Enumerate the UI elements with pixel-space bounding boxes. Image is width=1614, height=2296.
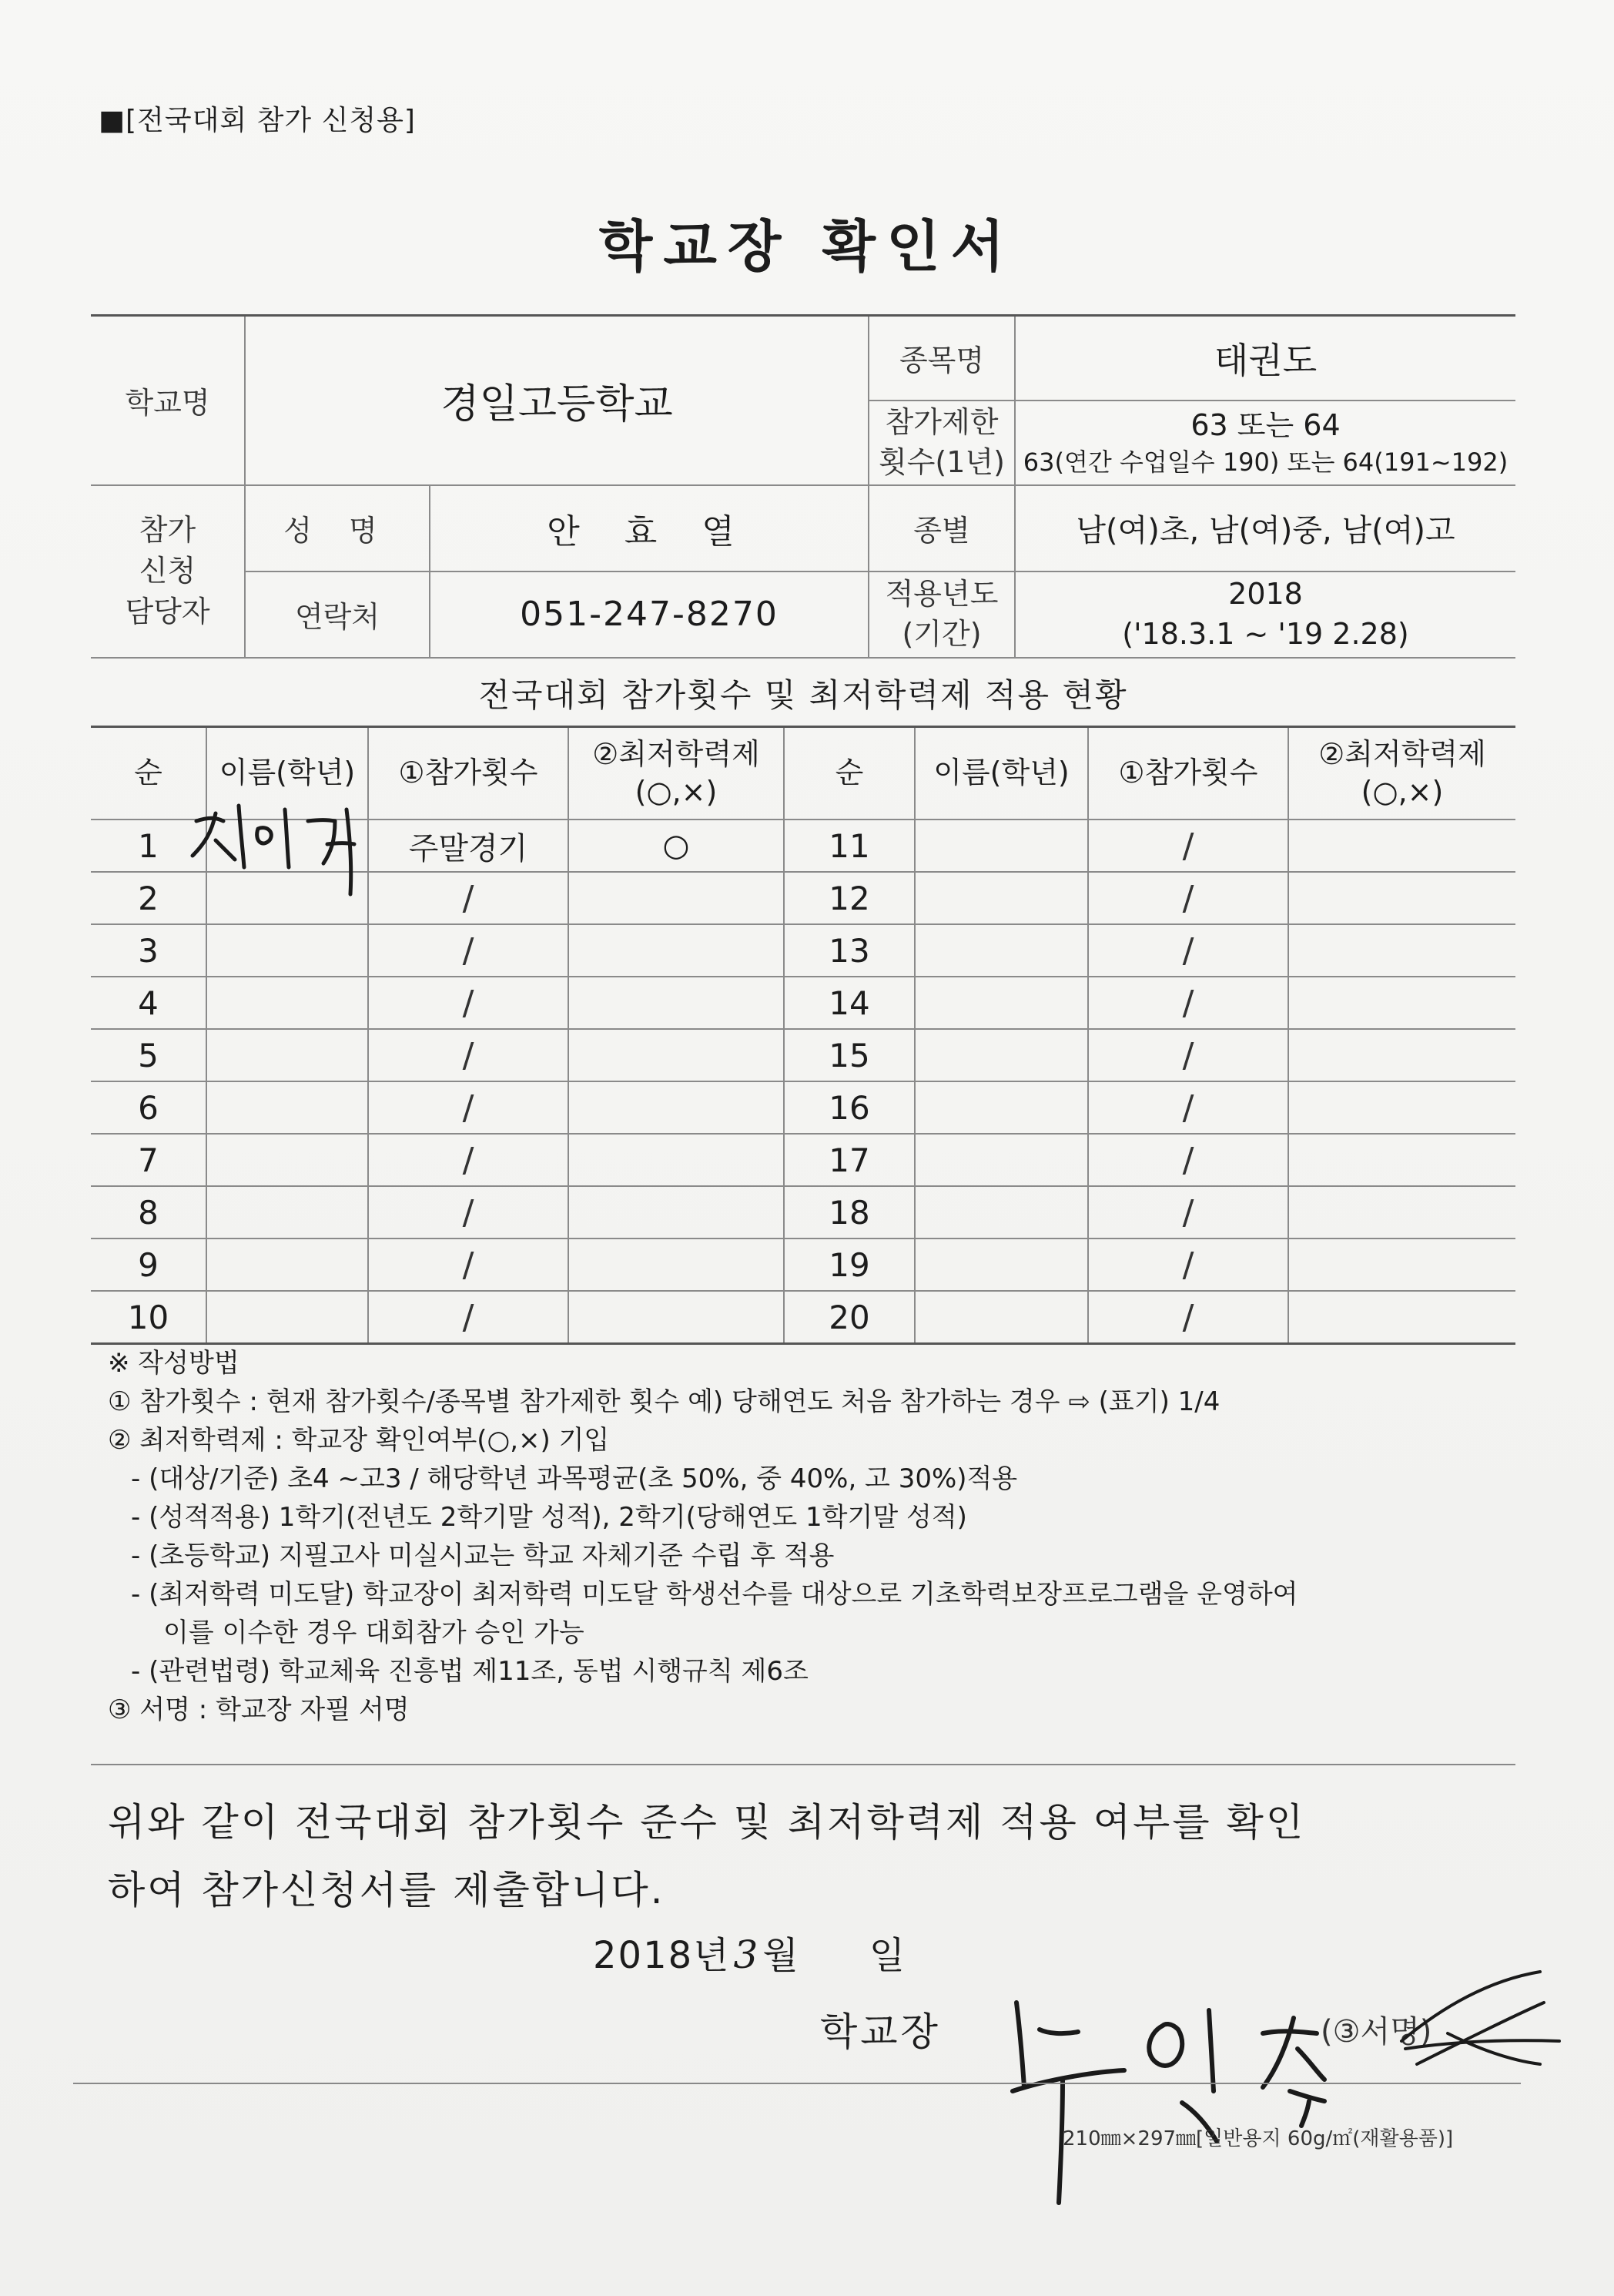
- row-count: /: [368, 1029, 568, 1081]
- row-no: 4: [91, 977, 206, 1029]
- date-month-handwritten: 3: [733, 1932, 760, 1977]
- header-name: 이름(학년): [206, 727, 368, 820]
- row-count: /: [368, 1186, 568, 1238]
- contact-group-label-line3: 담당자: [125, 595, 210, 629]
- row-name-2: [915, 977, 1088, 1029]
- row-no: 2: [91, 872, 206, 924]
- row-count-2: /: [1088, 924, 1288, 977]
- instruction-3: ③ 서명 : 학교장 자필 서명: [108, 1694, 410, 1725]
- row-name: [206, 924, 368, 977]
- row-name: [206, 1081, 368, 1134]
- row-academic: [568, 1134, 784, 1186]
- row-count: /: [368, 1081, 568, 1134]
- date-day-label: 일: [869, 1934, 907, 1977]
- limit-label-line2: 횟수(1년): [879, 444, 1005, 479]
- row-no-2: 15: [784, 1029, 915, 1081]
- date-line: [593, 1926, 906, 1979]
- table-body: [91, 820, 1515, 1344]
- phone-label: 연락처: [245, 571, 430, 658]
- row-no-2: 18: [784, 1186, 915, 1238]
- row-name: [206, 1134, 368, 1186]
- row-academic: [568, 1029, 784, 1081]
- row-no: 9: [91, 1238, 206, 1291]
- info-table: [91, 314, 1515, 659]
- instruction-2c: - (초등학교) 지필고사 미실시교는 학교 자체기준 수립 후 적용: [131, 1540, 835, 1571]
- header-academic-line2: (○,×): [635, 775, 718, 809]
- table-row: [91, 1238, 1515, 1291]
- row-count: 주말경기: [368, 820, 568, 872]
- row-academic-2: [1288, 924, 1515, 977]
- row-no-2: 17: [784, 1134, 915, 1186]
- table-row: [91, 977, 1515, 1029]
- limit-value: [1015, 401, 1515, 485]
- row-name: [206, 977, 368, 1029]
- row-name-2: [915, 1238, 1088, 1291]
- row-no: 6: [91, 1081, 206, 1134]
- row-academic-2: [1288, 1238, 1515, 1291]
- row-academic-2: [1288, 1291, 1515, 1344]
- header-count: ①참가횟수: [368, 727, 568, 820]
- row-no: 8: [91, 1186, 206, 1238]
- row-academic-2: [1288, 977, 1515, 1029]
- divider: [91, 1764, 1515, 1765]
- row-academic-2: [1288, 1029, 1515, 1081]
- row-no: 10: [91, 1291, 206, 1344]
- instruction-2d-cont: 이를 이수한 경우 대회참가 승인 가능: [163, 1617, 584, 1648]
- table-row: [91, 1029, 1515, 1081]
- year-label-line2: (기간): [902, 616, 982, 651]
- row-academic-2: [1288, 820, 1515, 872]
- row-academic-2: [1288, 1186, 1515, 1238]
- table-row: [91, 1291, 1515, 1344]
- year-value: [1015, 571, 1515, 658]
- contact-group-label-line1: 참가: [139, 512, 196, 547]
- row-count-2: /: [1088, 820, 1288, 872]
- category-label: 종별: [869, 485, 1015, 571]
- table-row: [91, 1134, 1515, 1186]
- name-value: 안 효 열: [430, 485, 869, 571]
- page-title: 학교장 확인서: [598, 214, 1016, 279]
- row-no-2: 20: [784, 1291, 915, 1344]
- school-label: 학교명: [91, 316, 245, 485]
- instruction-2a: - (대상/기준) 초4 ~고3 / 해당학년 과목평균(초 50%, 중 40%, 고 30%)적용: [131, 1463, 1018, 1494]
- instruction-1: ① 참가횟수 : 현재 참가횟수/종목별 참가제한 횟수 예) 당해연도 처음 참가하는 경우 ⇨ (표기) 1/4: [108, 1386, 1221, 1417]
- limit-value-line1: 63 또는 64: [1190, 408, 1341, 443]
- header-no: 순: [91, 727, 206, 820]
- instruction-2e: - (관련법령) 학교체육 진흥법 제11조, 동법 시행규칙 제6조: [131, 1656, 809, 1687]
- header-academic-2: [1288, 727, 1515, 820]
- row-academic: [568, 924, 784, 977]
- header-academic: [568, 727, 784, 820]
- instruction-2d: - (최저학력 미도달) 학교장이 최저학력 미도달 학생선수를 대상으로 기초학력보장프로그램을 운영하여: [131, 1579, 1298, 1610]
- row-no-2: 13: [784, 924, 915, 977]
- row-name-2: [915, 1186, 1088, 1238]
- row-no: 7: [91, 1134, 206, 1186]
- row-count: /: [368, 977, 568, 1029]
- instructions: [108, 1344, 1517, 1729]
- instruction-2b: - (성적적용) 1학기(전년도 2학기말 성적), 2학기(당해연도 1학기말 성적): [131, 1502, 967, 1533]
- row-count-2: /: [1088, 1029, 1288, 1081]
- header-academic-2-line1: ②최저학력제: [1318, 736, 1486, 771]
- section-title: 전국대회 참가횟수 및 최저학력제 적용 현황: [478, 676, 1128, 714]
- row-name-2: [915, 820, 1088, 872]
- category-value: 남(여)초, 남(여)중, 남(여)고: [1015, 485, 1515, 571]
- row-name: [206, 1029, 368, 1081]
- row-name: [206, 1238, 368, 1291]
- sport-label: 종목명: [869, 316, 1015, 401]
- row-no-2: 16: [784, 1081, 915, 1134]
- confirmation-line-1: 위와 같이 전국대회 참가횟수 준수 및 최저학력제 적용 여부를 확인: [108, 1800, 1306, 1845]
- row-academic: [568, 1081, 784, 1134]
- row-name: [206, 1186, 368, 1238]
- row-no: 5: [91, 1029, 206, 1081]
- year-label: [869, 571, 1015, 658]
- row-name-2: [915, 1134, 1088, 1186]
- row-name-2: [915, 1291, 1088, 1344]
- contact-group-label-line2: 신청: [139, 553, 196, 588]
- confirmation-line-2: 하여 참가신청서를 제출합니다.: [108, 1868, 665, 1912]
- row-count: /: [368, 1238, 568, 1291]
- year-value-line1: 2018: [1228, 577, 1303, 612]
- row-academic: ○: [568, 820, 784, 872]
- row-academic: [568, 977, 784, 1029]
- date-month-label: 월: [762, 1934, 800, 1977]
- limit-value-line2: 63(연간 수업일수 190) 또는 64(191~192): [1023, 447, 1509, 477]
- phone-value: 051-247-8270: [430, 571, 869, 658]
- header-academic-2-line2: (○,×): [1361, 775, 1444, 809]
- row-count-2: /: [1088, 1186, 1288, 1238]
- row-count-2: /: [1088, 977, 1288, 1029]
- footer-divider: [73, 2083, 1521, 2084]
- instructions-heading: ※ 작성방법: [108, 1348, 239, 1379]
- header-no-2: 순: [784, 727, 915, 820]
- table-row: [91, 1186, 1515, 1238]
- instruction-2: ② 최저학력제 : 학교장 확인여부(○,×) 기입: [108, 1425, 610, 1456]
- paper-spec: 210㎜×297㎜[일반용지 60g/㎡(재활용품)]: [1063, 2127, 1454, 2150]
- date-year: 2018년: [593, 1934, 731, 1977]
- year-value-line2: ('18.3.1 ~ '19 2.28): [1122, 616, 1409, 651]
- principal-label: 학교장: [820, 2009, 941, 2054]
- confirmation-text: [108, 1788, 1517, 1924]
- student-signature: [181, 798, 373, 898]
- row-no: 1: [91, 820, 206, 872]
- table-row: [91, 1081, 1515, 1134]
- row-academic: [568, 1291, 784, 1344]
- form-tag: ■[전국대회 참가 신청용]: [99, 105, 416, 136]
- row-count: /: [368, 872, 568, 924]
- row-no-2: 19: [784, 1238, 915, 1291]
- row-no: 3: [91, 924, 206, 977]
- row-count-2: /: [1088, 1134, 1288, 1186]
- row-academic: [568, 872, 784, 924]
- row-count-2: /: [1088, 1291, 1288, 1344]
- row-name-2: [915, 872, 1088, 924]
- row-count: /: [368, 1291, 568, 1344]
- limit-label-line1: 참가제한: [885, 405, 999, 440]
- row-count: /: [368, 924, 568, 977]
- row-academic-2: [1288, 872, 1515, 924]
- signature-mark: (③서명): [1321, 2014, 1432, 2050]
- school-name: 경일고등학교: [245, 316, 869, 485]
- sport-value: 태권도: [1015, 316, 1515, 401]
- row-count-2: /: [1088, 1081, 1288, 1134]
- header-academic-line1: ②최저학력제: [592, 736, 760, 771]
- row-no-2: 14: [784, 977, 915, 1029]
- row-name-2: [915, 1081, 1088, 1134]
- header-count-2: ①참가횟수: [1088, 727, 1288, 820]
- row-count-2: /: [1088, 872, 1288, 924]
- limit-label: [869, 401, 1015, 485]
- row-no-2: 12: [784, 872, 915, 924]
- row-name-2: [915, 1029, 1088, 1081]
- row-academic-2: [1288, 1081, 1515, 1134]
- row-name-2: [915, 924, 1088, 977]
- row-academic: [568, 1238, 784, 1291]
- name-label: 성 명: [245, 485, 430, 571]
- row-academic: [568, 1186, 784, 1238]
- row-academic-2: [1288, 1134, 1515, 1186]
- row-count-2: /: [1088, 1238, 1288, 1291]
- year-label-line1: 적용년도: [885, 577, 999, 612]
- contact-group-label: [91, 485, 245, 658]
- row-count: /: [368, 1134, 568, 1186]
- header-name-2: 이름(학년): [915, 727, 1088, 820]
- row-name: [206, 1291, 368, 1344]
- table-row: [91, 924, 1515, 977]
- row-no-2: 11: [784, 820, 915, 872]
